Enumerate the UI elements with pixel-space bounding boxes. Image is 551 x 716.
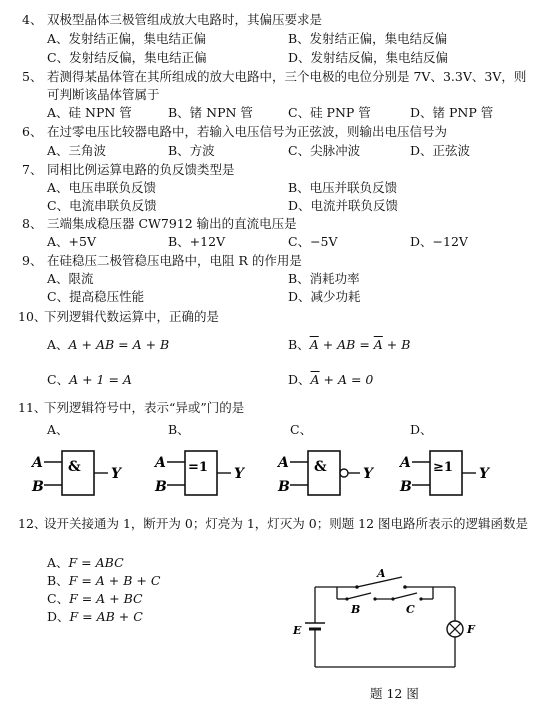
question-9-stem: 在硅稳压二极管稳压电路中，电阻 R 的作用是 bbox=[47, 253, 302, 268]
question-7-option-a[interactable]: A、电压串联负反馈 bbox=[47, 180, 157, 195]
question-7-stem: 同相比例运算电路的负反馈类型是 bbox=[47, 162, 235, 177]
question-7-option-b[interactable]: B、电压并联负反馈 bbox=[288, 180, 398, 195]
question-12-option-a[interactable] bbox=[47, 555, 124, 571]
expression-a: A + AB = A + B bbox=[68, 337, 170, 352]
gate-input-b: B bbox=[278, 479, 290, 495]
gate-input-a: A bbox=[32, 455, 43, 471]
switch-c bbox=[393, 593, 417, 599]
expression-b-rest2: + B bbox=[382, 337, 411, 352]
question-5-option-a[interactable]: A、硅 NPN 管 bbox=[47, 105, 132, 120]
option-letter: B、 bbox=[47, 573, 69, 588]
gate-output-y: Y bbox=[234, 466, 244, 482]
question-10-option-b[interactable] bbox=[288, 337, 410, 353]
question-8-option-b[interactable]: B、+12V bbox=[168, 234, 226, 249]
gate-input-a: A bbox=[400, 455, 411, 471]
gate-symbol-text: =1 bbox=[188, 460, 208, 475]
question-4-number: 4、 bbox=[22, 12, 43, 27]
question-5-stem-continued: 可判断该晶体管属于 bbox=[47, 87, 160, 102]
expression: F = AB + C bbox=[69, 609, 143, 624]
gate-symbol-text: & bbox=[68, 459, 81, 475]
question-4-option-c[interactable]: C、发射结反偏，集电结正偏 bbox=[47, 50, 207, 65]
question-6-stem: 在过零电压比较器电路中，若输入电压信号为正弦波，则输出电压信号为 bbox=[47, 124, 448, 139]
expression: F = ABC bbox=[68, 555, 124, 570]
option-letter: A、 bbox=[47, 555, 69, 570]
question-8-number: 8、 bbox=[22, 216, 43, 231]
question-4-stem: 双极型晶体三极管组成放大电路时，其偏压要求是 bbox=[47, 12, 323, 27]
inversion-bubble bbox=[340, 469, 348, 477]
question-5-stem: 若测得某晶体管在其所组成的放大电路中，三个电极的电位分别是 7V、3.3V、3V，则 bbox=[47, 69, 527, 84]
question-10-stem: 下列逻辑代数运算中，正确的是 bbox=[44, 309, 220, 324]
label-f: F bbox=[467, 623, 475, 636]
expression-b-bar1: $\overline{A}$ bbox=[309, 337, 319, 352]
option-letter: C、 bbox=[47, 591, 70, 606]
option-letter: D、 bbox=[288, 372, 311, 387]
question-7-number: 7、 bbox=[22, 162, 43, 177]
gate-and-symbol[interactable] bbox=[30, 445, 130, 500]
question-6-option-b[interactable]: B、方波 bbox=[168, 143, 215, 158]
question-11-stem: 下列逻辑符号中，表示“异或”门的是 bbox=[44, 400, 245, 415]
label-a: A bbox=[377, 567, 386, 580]
question-12-option-c[interactable] bbox=[47, 591, 143, 607]
question-6-option-a[interactable]: A、三角波 bbox=[47, 143, 107, 158]
question-6-number: 6、 bbox=[22, 124, 43, 139]
question-11-number: 11、 bbox=[18, 400, 47, 415]
switch-b bbox=[347, 593, 371, 599]
gate-output-y: Y bbox=[363, 466, 373, 482]
question-9-number: 9、 bbox=[22, 253, 43, 268]
question-12-number: 12、 bbox=[18, 516, 47, 531]
question-8-stem: 三端集成稳压器 CW7912 输出的直流电压是 bbox=[47, 216, 297, 231]
gate-xor-symbol[interactable] bbox=[153, 445, 253, 500]
gate-input-b: B bbox=[155, 479, 167, 495]
question-9-option-c[interactable]: C、提高稳压性能 bbox=[47, 289, 145, 304]
question-11-option-a[interactable]: A、 bbox=[47, 422, 69, 437]
figure-caption: 题 12 图 bbox=[370, 686, 419, 701]
question-10-option-a[interactable] bbox=[47, 337, 169, 353]
question-9-option-b[interactable]: B、消耗功率 bbox=[288, 271, 360, 286]
question-8-option-a[interactable]: A、+5V bbox=[47, 234, 96, 249]
gate-output-y: Y bbox=[479, 466, 489, 482]
question-4-option-d[interactable]: D、发射结反偏，集电结反偏 bbox=[288, 50, 449, 65]
label-b: B bbox=[351, 603, 361, 616]
question-10-option-c[interactable] bbox=[47, 372, 132, 388]
question-11-option-c[interactable]: C、 bbox=[290, 422, 313, 437]
question-7-option-d[interactable]: D、电流并联负反馈 bbox=[288, 198, 399, 213]
question-12-option-d[interactable] bbox=[47, 609, 143, 625]
gate-input-a: A bbox=[155, 455, 166, 471]
expression-b-rest1: + AB = bbox=[318, 337, 374, 352]
expression-b-bar2: $\overline{A}$ bbox=[373, 337, 383, 352]
option-letter: B、 bbox=[288, 337, 310, 352]
question-4-option-a[interactable]: A、发射结正偏，集电结正偏 bbox=[47, 31, 207, 46]
option-letter: D、 bbox=[47, 609, 70, 624]
gate-input-a: A bbox=[278, 455, 289, 471]
question-10-number: 10、 bbox=[18, 309, 47, 324]
question-5-option-d[interactable]: D、锗 PNP 管 bbox=[410, 105, 494, 120]
gate-input-b: B bbox=[400, 479, 412, 495]
question-12-option-b[interactable] bbox=[47, 573, 160, 589]
question-9-option-a[interactable]: A、限流 bbox=[47, 271, 94, 286]
question-7-option-c[interactable]: C、电流串联负反馈 bbox=[47, 198, 157, 213]
option-letter: C、 bbox=[47, 372, 70, 387]
circuit-diagram bbox=[285, 565, 485, 675]
gate-symbol-text: & bbox=[314, 459, 327, 475]
question-6-option-d[interactable]: D、正弦波 bbox=[410, 143, 471, 158]
gate-symbol-text: ≥1 bbox=[433, 460, 453, 475]
expression-d-bar: $\overline{A}$ bbox=[310, 372, 320, 387]
expression: F = A + BC bbox=[69, 591, 143, 606]
expression-c: A + 1 = A bbox=[69, 372, 132, 387]
question-5-option-b[interactable]: B、锗 NPN 管 bbox=[168, 105, 253, 120]
question-8-option-d[interactable]: D、−12V bbox=[410, 234, 468, 249]
gate-nand-symbol[interactable] bbox=[276, 445, 381, 500]
label-e: E bbox=[293, 624, 302, 637]
gate-input-b: B bbox=[32, 479, 44, 495]
question-6-option-c[interactable]: C、尖脉冲波 bbox=[288, 143, 361, 158]
question-4-option-b[interactable]: B、发射结正偏，集电结反偏 bbox=[288, 31, 448, 46]
question-5-number: 5、 bbox=[22, 69, 43, 84]
question-9-option-d[interactable]: D、减少功耗 bbox=[288, 289, 361, 304]
question-5-option-c[interactable]: C、硅 PNP 管 bbox=[288, 105, 371, 120]
expression-d-rest: + A = 0 bbox=[319, 372, 374, 387]
gate-output-y: Y bbox=[111, 466, 121, 482]
question-11-option-b[interactable]: B、 bbox=[168, 422, 190, 437]
expression: F = A + B + C bbox=[68, 573, 161, 588]
question-12-stem: 设开关接通为 1，断开为 0；灯亮为 1，灯灭为 0；则题 12 图电路所表示的逻辑函数是 bbox=[44, 516, 529, 531]
question-8-option-c[interactable]: C、−5V bbox=[288, 234, 338, 249]
label-c: C bbox=[406, 603, 415, 616]
option-letter: A、 bbox=[47, 337, 69, 352]
question-10-option-d[interactable] bbox=[288, 372, 373, 388]
gate-or-symbol[interactable] bbox=[398, 445, 498, 500]
question-11-option-d[interactable]: D、 bbox=[410, 422, 433, 437]
